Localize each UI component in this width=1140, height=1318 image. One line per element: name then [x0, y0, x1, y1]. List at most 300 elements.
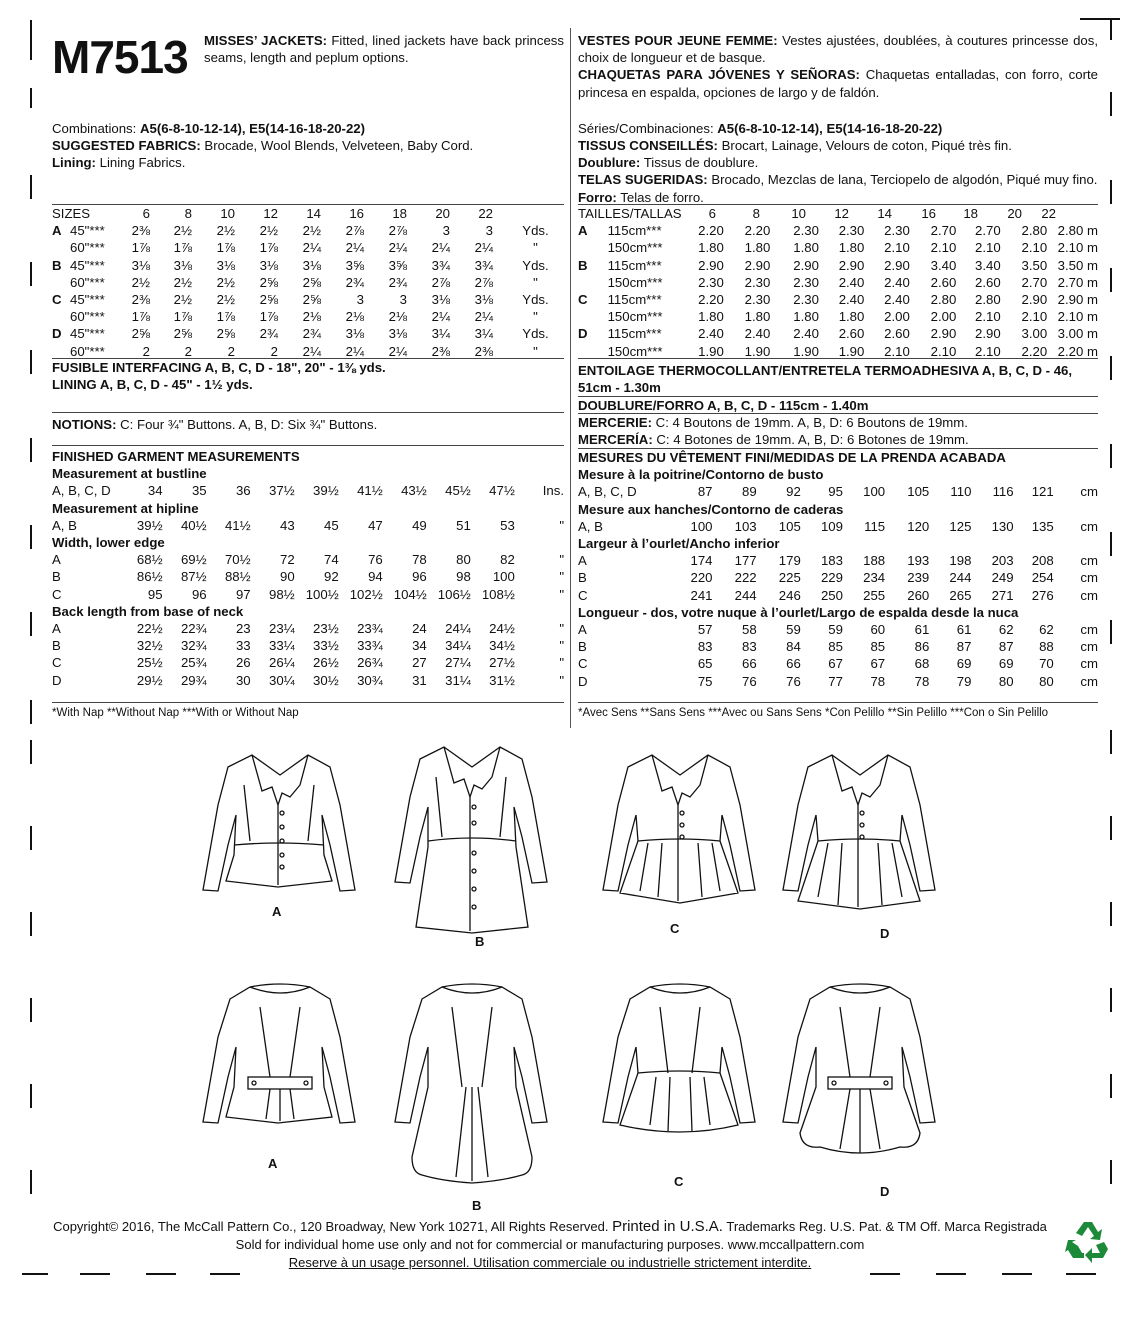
- yardage-cell: 2½: [173, 274, 192, 290]
- measure-cell: 35: [191, 483, 207, 499]
- yardage-cell: 1⅞: [131, 309, 150, 325]
- measure-cell: cm: [1080, 587, 1098, 603]
- measure-cell: 24: [412, 621, 427, 637]
- measure-cell: 244: [949, 570, 972, 586]
- size: 6: [708, 206, 716, 221]
- metrage-table-wrap: [578, 204, 1098, 360]
- description: [204, 32, 564, 66]
- yardage-cell: 2¼: [345, 240, 364, 256]
- view-letters: B: [578, 639, 587, 655]
- measure-cell: 31½: [489, 672, 515, 688]
- measure-cell: 109: [820, 518, 843, 534]
- yardage-cell: 2½: [302, 223, 321, 239]
- tailles-header-row: [578, 205, 1098, 222]
- yardage-table: [52, 205, 564, 222]
- measure-cell: ": [559, 638, 564, 654]
- measure-cell: Ins.: [542, 483, 564, 499]
- printed-in: Printed in U.S.A.: [612, 1218, 723, 1235]
- metrage-body: [578, 222, 1098, 360]
- recycle-icon: [1064, 1218, 1112, 1266]
- measure-cell: 105: [907, 484, 930, 500]
- yardage-cell: 2½: [216, 292, 235, 308]
- metrage-cell: 2.00: [884, 309, 910, 325]
- metrage-cell: 3.00: [1021, 326, 1048, 342]
- combinations-label: Séries/Combinaciones:: [578, 121, 714, 136]
- nap-footnote: *With Nap **Without Nap ***With or Without Nap: [52, 707, 299, 719]
- measure-cell: 183: [820, 553, 843, 569]
- yardage-row: [52, 291, 564, 308]
- view-letters: A, B, C, D: [52, 483, 111, 499]
- metrage-cell: 2.30: [698, 274, 724, 290]
- size: 10: [220, 206, 235, 221]
- footer: [30, 1218, 1070, 1272]
- view-letter: B: [52, 257, 62, 273]
- measure-cell: 69: [998, 656, 1014, 672]
- view-letter: [578, 239, 608, 256]
- view-letters: A, B: [52, 517, 77, 533]
- mercerie-value: C: 4 Boutons de 19mm. A, B, D: 6 Boutons de 19mm.: [655, 415, 968, 430]
- measure-cell: 62: [998, 622, 1014, 638]
- measure-cell: 25¾: [180, 655, 207, 671]
- metrage-cell: 3.00 m: [1057, 326, 1098, 342]
- measure-cell: 88: [1039, 639, 1054, 655]
- measure-row: [52, 654, 564, 671]
- yardage-cell: 3⅛: [345, 326, 364, 342]
- yardage-cell: 2⅝: [216, 326, 235, 342]
- measure-cell: 265: [949, 587, 972, 603]
- yardage-cell: 3: [356, 292, 364, 308]
- tailles-label: TAILLES/TALLAS: [578, 206, 682, 221]
- view-letter: A: [578, 223, 588, 239]
- copyright-line: [30, 1218, 1070, 1236]
- yardage-cell: ": [533, 240, 538, 256]
- size: 18: [392, 206, 407, 221]
- measure-row: [578, 587, 1098, 604]
- measure-cell: 89: [741, 484, 757, 500]
- metrage-cell: 2.30: [838, 223, 865, 239]
- measure-cell: 88½: [224, 569, 251, 585]
- measure-cell: 39½: [313, 483, 339, 499]
- view-letter: [52, 239, 70, 256]
- view-letter: D: [578, 326, 588, 342]
- yardage-cell: 3: [485, 223, 493, 239]
- metrage-cell: 2.70: [1021, 274, 1048, 290]
- metrage-cell: 2.10: [1021, 309, 1048, 325]
- measure-cell: 125: [949, 518, 972, 534]
- yardage-row: [52, 325, 564, 342]
- measure-cell: 254: [1031, 570, 1054, 586]
- metrage-cell: 2.40: [884, 274, 910, 290]
- yardage-cell: 2⅜: [131, 223, 150, 239]
- yardage-cell: 3⅛: [131, 257, 150, 273]
- measure-cell: 24¼: [445, 621, 471, 637]
- measure-cell: 174: [690, 553, 713, 569]
- metrage-cell: 2.10: [884, 343, 910, 359]
- measure-row: [578, 483, 1098, 500]
- measure-group-title: Mesure à la poitrine/Contorno de busto: [578, 467, 824, 483]
- measure-cell: ": [559, 569, 564, 585]
- measure-group-title: Mesure aux hanches/Contorno de caderas: [578, 501, 844, 517]
- measure-cell: 177: [734, 553, 757, 569]
- view-letters: C: [52, 586, 62, 602]
- size: 8: [184, 206, 192, 221]
- metrage-cell: 3.50: [1021, 257, 1048, 273]
- measure-row: [578, 655, 1098, 672]
- metrage-cell: 2.80: [1021, 223, 1048, 239]
- measure-cell: 80: [998, 673, 1014, 689]
- yardage-cell: 2⅜: [431, 343, 450, 359]
- lining-yardage: LINING A, B, C, D - 45" - 1½ yds.: [52, 377, 253, 393]
- yardage-cell: 2¼: [474, 309, 493, 325]
- measure-cell: 79: [956, 673, 972, 689]
- measure-cell: 70: [1039, 656, 1054, 672]
- measure-cell: 26½: [313, 655, 339, 671]
- measure-cell: 26: [235, 655, 251, 671]
- yardage-cell: 3⅝: [345, 257, 364, 273]
- measure-cell: 34½: [489, 638, 515, 654]
- measure-cell: 250: [820, 587, 843, 603]
- measure-cell: 179: [778, 553, 801, 569]
- measure-cell: 40½: [180, 517, 207, 533]
- jacket-front-c-drawing: [590, 745, 770, 925]
- metrage-cell: 2.40: [744, 326, 771, 342]
- lining-meters: DOUBLURE/FORRO A, B, C, D - 115cm - 1.40m: [578, 398, 869, 413]
- measure-table: [578, 483, 1098, 500]
- measure-cell: 110: [950, 484, 972, 500]
- measure-row: [52, 551, 564, 568]
- yardage-cell: 2⅜: [474, 343, 493, 359]
- yardage-cell: 2½: [259, 223, 278, 239]
- metrage-cell: 2.90: [698, 257, 724, 273]
- yardage-cell: 2½: [173, 223, 192, 239]
- interfacing: FUSIBLE INTERFACING A, B, C, D - 18", 20" - 1⅜ yds.: [52, 360, 386, 375]
- yardage-cell: 2⅞: [474, 274, 493, 290]
- measure-row: [52, 568, 564, 585]
- measure-table: [52, 551, 564, 603]
- jacket-back-d-drawing: [770, 977, 950, 1167]
- yardage-cell: 3⅛: [474, 292, 493, 308]
- lining-label: Lining:: [52, 155, 96, 171]
- size: 22: [478, 206, 493, 221]
- garment-drawings: [190, 745, 930, 1215]
- measure-cell: 92: [324, 569, 339, 585]
- yardage-cell: 2⅛: [302, 309, 321, 325]
- view-letter: [578, 308, 608, 325]
- metrage-cell: 2.20: [744, 223, 771, 239]
- metrage-table: [578, 205, 1098, 222]
- measure-cell: 23½: [313, 621, 339, 637]
- yardage-cell: 2⅛: [345, 309, 364, 325]
- merceria-value: C: 4 Botones de 19mm. A, B, D: 6 Botones de 19mm.: [656, 432, 969, 448]
- yardage-cell: 2¼: [474, 240, 493, 256]
- metrage-cell: 1.80: [698, 240, 724, 256]
- measure-cell: 61: [956, 622, 972, 638]
- measure-cell: 87½: [180, 569, 207, 585]
- measure-cell: 43½: [401, 483, 427, 499]
- measure-cell: ": [559, 517, 564, 533]
- fabric-width: 115cm***: [607, 292, 662, 308]
- view-letters: B: [578, 570, 587, 586]
- metrage-row: [578, 291, 1098, 308]
- fabric-width: 150cm***: [607, 274, 663, 290]
- fabric-width: 115cm***: [607, 257, 662, 273]
- measure-cell: 58: [741, 622, 757, 638]
- measure-cell: 271: [991, 587, 1014, 603]
- measure-cell: 97: [235, 586, 251, 602]
- view-label-front-b: B: [475, 934, 485, 949]
- metrage-cell: 2.60: [838, 326, 865, 342]
- measure-cell: 69½: [180, 552, 207, 568]
- measure-cell: 87: [697, 484, 713, 500]
- yardage-cell: 1⅞: [259, 240, 278, 256]
- view-letters: C: [578, 587, 588, 603]
- measure-cell: cm: [1080, 553, 1098, 569]
- measure-cell: 130: [991, 518, 1014, 534]
- yardage-cell: 2⅝: [302, 274, 321, 290]
- metrage-cell: 2.90 m: [1057, 292, 1098, 308]
- fr-lining-label: Doublure:: [578, 155, 641, 171]
- view-letters: A, B: [578, 518, 603, 534]
- jacket-front-b-drawing: [382, 737, 562, 957]
- jacket-front-a-drawing: [190, 745, 370, 925]
- yardage-cell: 2¾: [259, 326, 278, 342]
- measure-cell: 27½: [489, 655, 515, 671]
- yardage-cell: 2⅝: [259, 274, 278, 290]
- measure-cell: 120: [907, 518, 930, 534]
- view-label-front-c: C: [670, 921, 680, 936]
- metrage-cell: 1.80: [793, 309, 819, 325]
- metrage-cell: 2.80: [975, 292, 1001, 308]
- measure-cell: ": [559, 586, 564, 602]
- interfacing: ENTOILAGE THERMOCOLLANT/ENTRETELA TERMOADHESIVA A, B, C, D - 46, 51cm - 1.30m: [578, 363, 1073, 396]
- fr-desc: Vestes ajustées, doublées, à coutures princesse dos, choix de longueur et de basque.: [578, 33, 1098, 66]
- metrage-cell: 2.40: [838, 292, 865, 308]
- combinations-value: A5(6-8-10-12-14), E5(14-16-18-20-22): [717, 121, 943, 136]
- metrage-cell: 2.20: [698, 223, 724, 239]
- metrage-cell: 2.30: [793, 223, 819, 239]
- metrage-cell: 1.80: [698, 309, 724, 325]
- yardage-cell: 2¾: [302, 326, 321, 342]
- yardage-cell: ": [533, 309, 538, 325]
- view-label-front-d: D: [880, 926, 890, 941]
- sizes-header-row: [52, 205, 564, 222]
- measure-cell: 22½: [136, 621, 163, 637]
- measure-cell: 77: [828, 673, 843, 689]
- measure-table: [578, 518, 1098, 535]
- interfacing-fr-es: [578, 358, 1098, 396]
- yardage-cell: 3¾: [431, 257, 450, 273]
- metrage-cell: 1.90: [744, 343, 771, 359]
- yardage-cell: ": [533, 274, 538, 290]
- yardage-cell: 2⅛: [388, 309, 407, 325]
- right-measure-groups: [578, 466, 1098, 690]
- measure-cell: 32½: [136, 638, 163, 654]
- metrage-cell: 2.20: [698, 292, 724, 308]
- view-letters: B: [52, 638, 61, 654]
- fabric-width: 150cm***: [607, 240, 663, 256]
- measure-cell: 59: [786, 622, 801, 638]
- yardage-cell: 2⅝: [131, 326, 150, 342]
- metrage-cell: 2.60: [884, 326, 910, 342]
- yardage-cell: 1⅞: [259, 309, 278, 325]
- measure-cell: 96: [191, 586, 207, 602]
- description-text: Fitted, lined jackets have back princess seams, length and peplum options.: [204, 33, 564, 66]
- yardage-cell: 2: [227, 343, 235, 359]
- fr-lining: Tissus de doublure.: [643, 155, 759, 171]
- metrage-cell: 2.90: [930, 326, 957, 342]
- metrage-cell: 2.80 m: [1057, 223, 1098, 239]
- measure-cell: 36: [235, 483, 251, 499]
- measure-cell: 33: [235, 638, 251, 654]
- yardage-row: [52, 222, 564, 239]
- footnote-right: [578, 702, 1098, 722]
- measure-cell: 34: [412, 638, 427, 654]
- fabric-width: 150cm***: [607, 309, 663, 325]
- measure-cell: 66: [741, 656, 757, 672]
- view-letters: A, B, C, D: [578, 484, 637, 500]
- metrage-cell: 2.40: [884, 292, 910, 308]
- measure-cell: 116: [992, 484, 1014, 500]
- yardage-cell: 2¼: [345, 343, 364, 359]
- measure-cell: cm: [1080, 639, 1098, 655]
- measure-cell: 31¼: [445, 672, 471, 688]
- notions-value: C: Four ¾" Buttons. A, B, D: Six ¾" Buttons.: [120, 417, 378, 432]
- yardage-cell: 1⅞: [216, 309, 235, 325]
- measure-group-title: Width, lower edge: [52, 535, 165, 551]
- view-letters: A: [578, 553, 587, 569]
- combinations-value: A5(6-8-10-12-14), E5(14-16-18-20-22): [139, 121, 365, 136]
- measure-cell: 82: [500, 552, 515, 568]
- measure-cell: 67: [870, 656, 886, 672]
- measure-cell: 80: [1039, 673, 1054, 689]
- yardage-cell: 1⅞: [131, 240, 150, 256]
- measure-cell: 57: [697, 622, 713, 638]
- jacket-back-c-drawing: [590, 977, 770, 1157]
- metrage-cell: 2.10: [975, 343, 1001, 359]
- size: [493, 205, 564, 222]
- measure-cell: 102½: [349, 586, 383, 602]
- fabric-width: 60"***: [70, 274, 105, 290]
- measure-table: [52, 517, 564, 534]
- metrage-cell: 3.50 m: [1057, 257, 1098, 273]
- measure-cell: 87: [956, 639, 972, 655]
- view-letters: A: [578, 622, 587, 638]
- nap-footnote: *Avec Sens **Sans Sens ***Avec ou Sans Sens *Con Pelillo **Sin Pelillo ***Con o Sin Pelillo: [578, 707, 1049, 719]
- measure-cell: 95: [828, 484, 843, 500]
- measure-cell: ": [559, 672, 564, 688]
- view-label-back-b: B: [472, 1198, 482, 1213]
- measure-cell: 106½: [437, 586, 471, 602]
- finished-measurements-fr-es: [578, 448, 1098, 690]
- yardage-cell: Yds.: [522, 326, 549, 342]
- measure-cell: cm: [1080, 484, 1098, 500]
- fabric-width: 45"***: [70, 257, 105, 273]
- measure-cell: 98: [456, 569, 471, 585]
- metrage-row: [578, 308, 1098, 325]
- measure-cell: 234: [863, 570, 886, 586]
- measure-cell: 69: [956, 656, 972, 672]
- finished-title: FINISHED GARMENT MEASUREMENTS: [52, 449, 300, 464]
- measure-cell: 87: [998, 639, 1014, 655]
- measure-cell: cm: [1080, 622, 1098, 638]
- measure-cell: cm: [1080, 673, 1098, 689]
- yardage-body: [52, 222, 564, 360]
- view-letter: C: [578, 292, 588, 308]
- description-title: MISSES’ JACKETS:: [204, 33, 328, 48]
- fabric-width: 115cm***: [607, 223, 662, 239]
- view-letters: A: [52, 621, 61, 637]
- yardage-cell: 2¼: [431, 309, 450, 325]
- measure-cell: 34: [147, 483, 163, 499]
- jacket-back-a-drawing: [190, 977, 370, 1157]
- metrage-cell: 2.40: [838, 274, 865, 290]
- pattern-number: M7513: [52, 31, 188, 83]
- yardage-cell: 3¾: [474, 257, 493, 273]
- combinations: [52, 120, 564, 137]
- yardage-cell: 3¼: [431, 326, 450, 342]
- measure-cell: ": [559, 621, 564, 637]
- measure-cell: 229: [820, 570, 843, 586]
- size: 20: [435, 206, 450, 221]
- measure-cell: 84: [786, 639, 801, 655]
- measure-cell: 22¾: [180, 621, 207, 637]
- measure-cell: 85: [870, 639, 886, 655]
- fabric-width: 150cm***: [607, 343, 663, 359]
- measure-group-title: Back length from base of neck: [52, 603, 244, 619]
- measure-cell: 43: [280, 517, 295, 533]
- measure-cell: 78: [412, 552, 427, 568]
- measure-cell: 95: [147, 586, 163, 602]
- measure-cell: 32¾: [180, 638, 207, 654]
- measure-cell: ": [559, 552, 564, 568]
- measure-row: [52, 620, 564, 637]
- view-label-back-a: A: [268, 1156, 278, 1171]
- measure-cell: 45½: [445, 483, 471, 499]
- yardage-cell: 2¼: [302, 240, 321, 256]
- measure-cell: 29½: [136, 672, 163, 688]
- yardage-cell: 1⅞: [173, 309, 192, 325]
- yardage-cell: Yds.: [522, 292, 549, 308]
- sizes-label: SIZES: [52, 206, 91, 221]
- size: 10: [791, 206, 806, 221]
- es-fabrics: Brocado, Mezclas de lana, Terciopelo de algodón, Piqué muy fino.: [711, 172, 1098, 188]
- metrage-cell: 1.80: [793, 240, 819, 256]
- metrage-cell: 2.30: [744, 274, 771, 290]
- metrage-cell: 1.80: [838, 309, 865, 325]
- yardage-cell: 2¾: [345, 274, 364, 290]
- measure-cell: 27: [412, 655, 427, 671]
- view-label-front-a: A: [272, 904, 282, 919]
- measure-cell: 94: [368, 569, 383, 585]
- measure-cell: 76: [741, 673, 757, 689]
- view-letter: [578, 274, 608, 291]
- view-letters: C: [578, 656, 588, 672]
- metrage-cell: 2.60: [930, 274, 957, 290]
- finished-title: MESURES DU VÊTEMENT FINI/MEDIDAS DE LA PRENDA ACABADA: [578, 450, 1006, 465]
- measure-cell: 135: [1031, 518, 1054, 534]
- metrage-cell: 2.90: [884, 257, 910, 273]
- suggested-fabrics: [52, 137, 564, 171]
- metrage-cell: 2.70: [975, 223, 1001, 239]
- jacket-back-b-drawing: [382, 977, 562, 1207]
- measure-cell: 276: [1031, 587, 1054, 603]
- yardage-cell: 3: [442, 223, 450, 239]
- yardage-row: [52, 308, 564, 325]
- measure-cell: 90: [280, 569, 295, 585]
- fabric-width: 115cm***: [607, 326, 662, 342]
- measure-cell: 104½: [393, 586, 427, 602]
- measure-cell: 193: [907, 553, 930, 569]
